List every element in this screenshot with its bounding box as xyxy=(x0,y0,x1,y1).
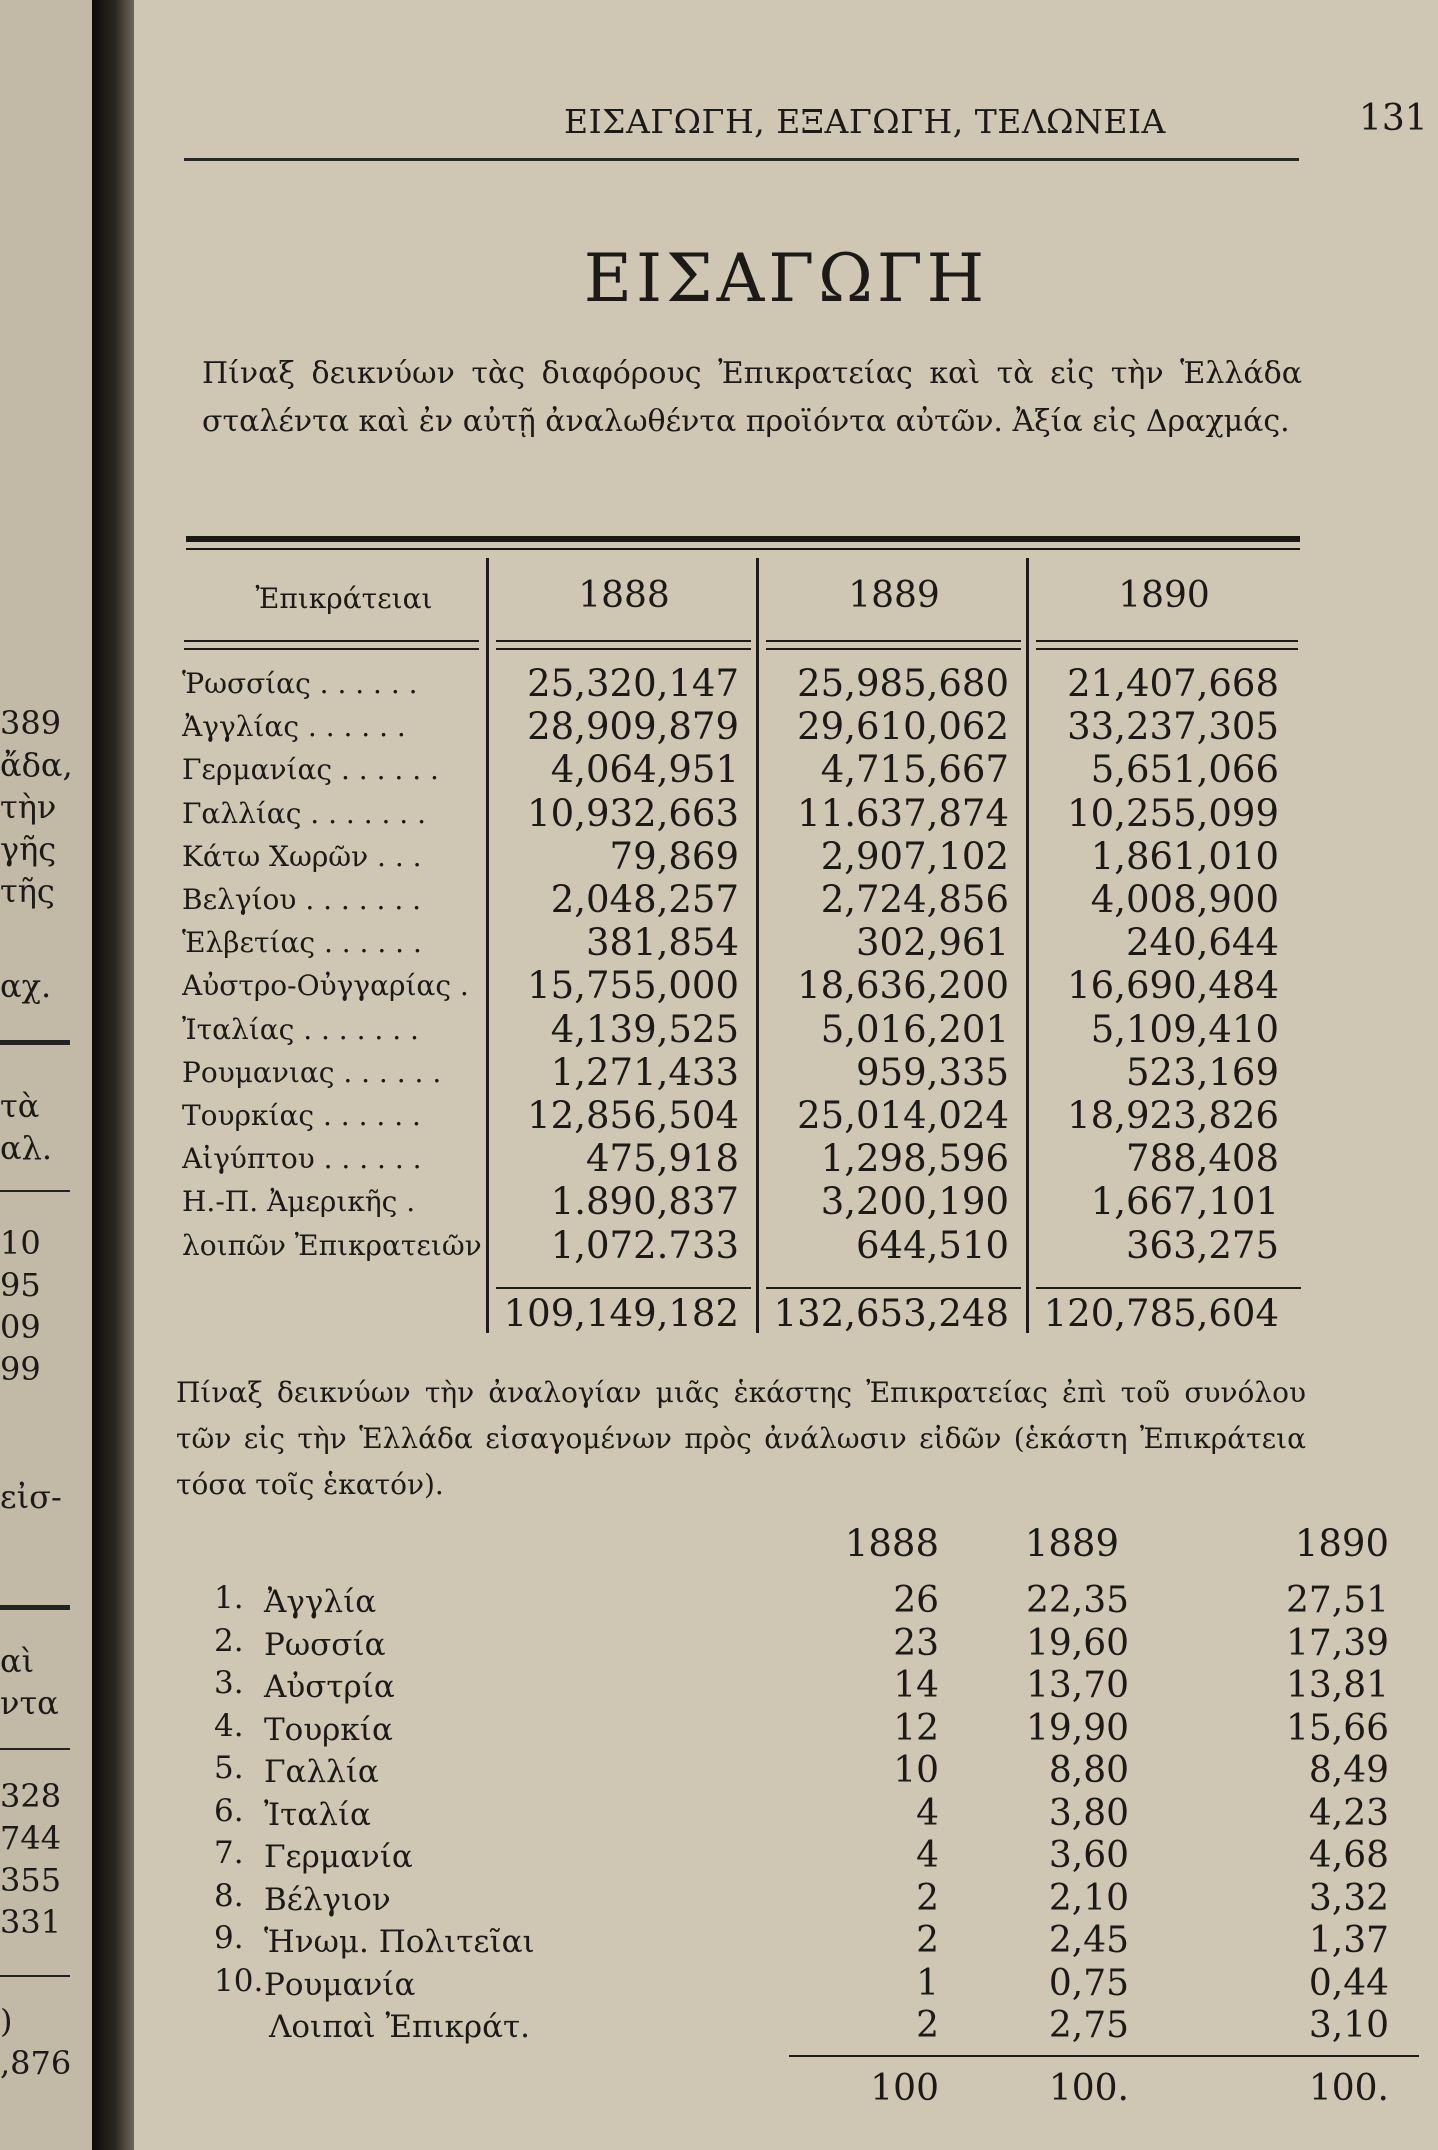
pct-value-1889: 2,75 xyxy=(1048,2005,1129,2046)
pct-value-1890: 17,39 xyxy=(1285,1623,1389,1664)
total-1889: 132,653,248 xyxy=(773,1292,1009,1335)
left-fragment: αὶ xyxy=(0,1642,35,1680)
left-fragment: 328 xyxy=(0,1777,62,1815)
row-country-name: Ῥωσσίας . . . . . . xyxy=(182,667,418,700)
row-value-1890: 1,667,101 xyxy=(1090,1180,1279,1223)
row-value-1889: 25,985,680 xyxy=(797,662,1009,705)
left-page-strip xyxy=(0,0,92,2150)
row-country-name: Η.-Π. Ἀμερικῆς . xyxy=(182,1185,416,1218)
row-country-name: Γερμανίας . . . . . . xyxy=(182,753,439,786)
row-value-1890: 5,651,066 xyxy=(1090,748,1279,791)
table-top-rule xyxy=(186,536,1300,542)
left-fragment: 389 xyxy=(0,704,62,742)
row-value-1889: 25,014,024 xyxy=(797,1094,1009,1137)
row-value-1888: 10,932,663 xyxy=(527,792,739,835)
row-value-1890: 1,861,010 xyxy=(1090,835,1279,878)
pct-row-rank: 9. xyxy=(214,1920,244,1956)
pct-value-1890: 4,23 xyxy=(1308,1793,1389,1834)
row-value-1890: 18,923,826 xyxy=(1067,1094,1279,1137)
row-value-1888: 2,048,257 xyxy=(550,878,739,921)
pct-value-1889: 22,35 xyxy=(1025,1580,1129,1621)
row-value-1888: 1,072.733 xyxy=(550,1224,739,1267)
row-value-1888: 4,064,951 xyxy=(550,748,739,791)
left-fragment: γῆς xyxy=(0,830,57,868)
row-country-name: Γαλλίας . . . . . . . xyxy=(182,797,427,830)
row-value-1889: 644,510 xyxy=(855,1224,1009,1267)
row-value-1889: 29,610,062 xyxy=(797,705,1009,748)
pct-total-1890: 100. xyxy=(1308,2068,1389,2109)
pct-value-1890: 15,66 xyxy=(1285,1708,1389,1749)
row-country-name: λοιπῶν Ἐπικρατειῶν xyxy=(182,1229,482,1262)
pct-value-1888: 14 xyxy=(893,1665,939,1706)
intro-paragraph: Πίναξ δεικνύων τὰς διαφόρους Ἐπικρατείας καὶ τὰ εἰς τὴν Ἑλλάδα σταλέντα καὶ ἐν αὐτῇ ἀναλωθέντα προϊόντα αὐτῶν. Ἀξία εἰς Δραχμάς. xyxy=(202,356,1302,439)
pct-row-country: Τουρκία xyxy=(264,1712,393,1748)
row-value-1890: 10,255,099 xyxy=(1067,792,1279,835)
pct-value-1888: 1 xyxy=(916,1963,939,2004)
pct-row-country: Ἀγγλία xyxy=(264,1584,377,1620)
left-fragment: τὰ xyxy=(0,1087,40,1125)
row-value-1888: 381,854 xyxy=(585,921,739,964)
pct-value-1888: 2 xyxy=(916,1878,939,1919)
row-value-1889: 3,200,190 xyxy=(820,1180,1009,1223)
row-value-1888: 1.890,837 xyxy=(550,1180,739,1223)
pct-value-1889: 3,80 xyxy=(1048,1793,1129,1834)
row-value-1888: 28,909,879 xyxy=(527,705,739,748)
column-header-year: 1889 xyxy=(848,575,940,616)
left-fragment: 10 xyxy=(0,1224,41,1262)
book-gutter xyxy=(92,0,134,2150)
row-value-1888: 1,271,433 xyxy=(550,1051,739,1094)
pct-row-country: Βέλγιον xyxy=(264,1882,391,1918)
row-value-1888: 15,755,000 xyxy=(527,964,739,1007)
pct-row-rank: 3. xyxy=(214,1665,244,1701)
left-rule xyxy=(0,1748,70,1750)
left-fragment: ἄδα, xyxy=(0,746,73,784)
row-country-name: Ἀγγλίας . . . . . . xyxy=(182,710,406,743)
column-divider xyxy=(1026,558,1029,1333)
pct-row-rank: 10. xyxy=(214,1963,264,1999)
left-rule xyxy=(0,1605,70,1610)
left-fragment: 355 xyxy=(0,1861,62,1899)
pct-value-1889: 3,60 xyxy=(1048,1835,1129,1876)
pct-row-rank: 5. xyxy=(214,1750,244,1786)
pct-value-1889: 8,80 xyxy=(1048,1750,1129,1791)
row-country-name: Ἑλβετίας . . . . . . xyxy=(182,926,422,959)
row-value-1890: 16,690,484 xyxy=(1067,964,1279,1007)
row-value-1889: 4,715,667 xyxy=(820,748,1009,791)
left-fragment: 09 xyxy=(0,1308,41,1346)
row-value-1888: 79,869 xyxy=(609,835,739,878)
row-value-1889: 2,907,102 xyxy=(820,835,1009,878)
row-value-1889: 2,724,856 xyxy=(820,878,1009,921)
pct-row-country: Αὐστρία xyxy=(264,1669,395,1705)
row-country-name: Αὐστρο-Οὐγγαρίας . xyxy=(182,969,469,1002)
left-fragment: ) xyxy=(0,2002,13,2040)
header-double-rule xyxy=(1036,640,1298,650)
pct-value-1888: 26 xyxy=(893,1580,939,1621)
page-title: ΕΙΣΑΓΩΓΗ xyxy=(583,240,989,317)
pct-value-1888: 10 xyxy=(893,1750,939,1791)
pct-value-1888: 4 xyxy=(916,1793,939,1834)
row-country-name: Βελγίου . . . . . . . xyxy=(182,883,422,916)
book-page xyxy=(134,0,1438,2150)
row-country-name: Ρουμανιας . . . . . . xyxy=(182,1056,442,1089)
sum-rule xyxy=(496,1287,751,1289)
header-rule xyxy=(184,158,1299,161)
pct-value-1890: 13,81 xyxy=(1285,1665,1389,1706)
pct-row-country: Γαλλία xyxy=(264,1754,379,1790)
sum-rule xyxy=(766,1287,1021,1289)
pct-value-1890: 8,49 xyxy=(1308,1750,1389,1791)
pct-value-1889: 0,75 xyxy=(1048,1963,1129,2004)
pct-value-1888: 23 xyxy=(893,1623,939,1664)
pct-row-rank: 7. xyxy=(214,1835,244,1871)
pct-value-1889: 2,10 xyxy=(1048,1878,1129,1919)
left-fragment: 99 xyxy=(0,1350,41,1388)
pct-sum-rule xyxy=(789,2055,1419,2057)
header-double-rule xyxy=(184,640,479,650)
row-value-1890: 33,237,305 xyxy=(1067,705,1279,748)
pct-value-1889: 19,60 xyxy=(1025,1623,1129,1664)
left-fragment: τὴν xyxy=(0,788,57,826)
column-divider xyxy=(756,558,759,1333)
pct-row-country: Ἰταλία xyxy=(264,1797,371,1833)
pct-row-rank: 2. xyxy=(214,1623,244,1659)
total-1888: 109,149,182 xyxy=(503,1292,739,1335)
pct-value-1890: 3,10 xyxy=(1308,2005,1389,2046)
left-fragment: αχ. xyxy=(0,967,52,1005)
pct-row-country: Γερμανία xyxy=(264,1839,413,1875)
row-value-1890: 4,008,900 xyxy=(1090,878,1279,921)
row-value-1888: 12,856,504 xyxy=(527,1094,739,1137)
pct-value-1890: 0,44 xyxy=(1308,1963,1389,2004)
pct-value-1888: 4 xyxy=(916,1835,939,1876)
row-country-name: Τουρκίας . . . . . . xyxy=(182,1099,421,1132)
left-fragment: αλ. xyxy=(0,1129,53,1167)
pct-value-1888: 2 xyxy=(916,2005,939,2046)
row-country-name: Κάτω Χωρῶν . . . xyxy=(182,840,422,873)
left-fragment: 95 xyxy=(0,1266,41,1304)
column-header-label: Ἐπικράτειαι xyxy=(255,582,433,615)
second-intro-paragraph: Πίναξ δεικνύων τὴν ἀναλογίαν μιᾶς ἑκάστης Ἐπικρατείας ἐπὶ τοῦ συνόλου τῶν εἰς τὴν Ἑλλάδα εἰσαγομένων πρὸς ἀνάλωσιν εἰδῶν (ἑκάστη Ἐπικράτεια τόσα τοῖς ἑκατόν). xyxy=(176,1376,1306,1501)
pct-row-rank: 8. xyxy=(214,1878,244,1914)
row-value-1889: 1,298,596 xyxy=(820,1137,1009,1180)
pct-value-1890: 4,68 xyxy=(1308,1835,1389,1876)
pct-value-1890: 3,32 xyxy=(1308,1878,1389,1919)
row-value-1889: 302,961 xyxy=(855,921,1009,964)
row-country-name: Αἰγύπτου . . . . . . xyxy=(182,1142,422,1175)
row-country-name: Ἰταλίας . . . . . . . xyxy=(182,1013,419,1046)
left-rule xyxy=(0,1040,70,1045)
pct-total-1889: 100. xyxy=(1048,2068,1129,2109)
header-double-rule xyxy=(766,640,1021,650)
row-value-1889: 5,016,201 xyxy=(820,1008,1009,1051)
left-fragment: 331 xyxy=(0,1903,62,1941)
left-fragment: 744 xyxy=(0,1819,62,1857)
row-value-1890: 523,169 xyxy=(1125,1051,1279,1094)
left-rule xyxy=(0,1190,70,1192)
pct-value-1889: 19,90 xyxy=(1025,1708,1129,1749)
running-head: ΕΙΣΑΓΩΓΗ, ΕΞΑΓΩΓΗ, ΤΕΛΩΝΕΙΑ xyxy=(564,102,1166,141)
column-header-year: 1888 xyxy=(578,575,670,616)
row-value-1890: 240,644 xyxy=(1125,921,1279,964)
row-value-1888: 25,320,147 xyxy=(527,662,739,705)
pct-value-1888: 12 xyxy=(893,1708,939,1749)
row-value-1889: 11.637,874 xyxy=(797,792,1009,835)
pct-row-country: Λοιπαὶ Ἐπικράτ. xyxy=(269,2009,531,2045)
pct-row-country: Ρωσσία xyxy=(264,1627,386,1663)
row-value-1890: 363,275 xyxy=(1125,1224,1279,1267)
pct-value-1889: 2,45 xyxy=(1048,1920,1129,1961)
sum-rule xyxy=(1036,1287,1301,1289)
pct-row-rank: 6. xyxy=(214,1793,244,1829)
pct-row-rank: 4. xyxy=(214,1708,244,1744)
table-top-rule-thin xyxy=(186,548,1300,550)
total-1890: 120,785,604 xyxy=(1043,1292,1279,1335)
pct-value-1889: 13,70 xyxy=(1025,1665,1129,1706)
header-double-rule xyxy=(496,640,751,650)
pct-value-1890: 1,37 xyxy=(1308,1920,1389,1961)
row-value-1888: 4,139,525 xyxy=(550,1008,739,1051)
pct-total-1888: 100 xyxy=(870,2068,939,2109)
left-fragment: ,876 xyxy=(0,2044,72,2082)
left-rule xyxy=(0,1975,70,1977)
left-fragment: τῆς xyxy=(0,872,55,910)
row-value-1889: 959,335 xyxy=(855,1051,1009,1094)
row-value-1890: 5,109,410 xyxy=(1090,1008,1279,1051)
column-header-year: 1890 xyxy=(1118,575,1210,616)
pct-column-header: 1890 xyxy=(1294,1522,1389,1565)
row-value-1889: 18,636,200 xyxy=(797,964,1009,1007)
left-fragment: ντα xyxy=(0,1684,59,1722)
pct-column-header: 1888 xyxy=(844,1522,939,1565)
left-fragment: εἰσ- xyxy=(0,1478,62,1516)
pct-row-country: Ρουμανία xyxy=(264,1967,416,2003)
pct-row-rank: 1. xyxy=(214,1580,244,1616)
page-number: 131 xyxy=(1359,98,1428,139)
row-value-1888: 475,918 xyxy=(585,1137,739,1180)
pct-value-1890: 27,51 xyxy=(1285,1580,1389,1621)
row-value-1890: 788,408 xyxy=(1125,1137,1279,1180)
pct-row-country: Ἡνωμ. Πολιτεῖαι xyxy=(264,1924,535,1960)
pct-value-1888: 2 xyxy=(916,1920,939,1961)
row-value-1890: 21,407,668 xyxy=(1067,662,1279,705)
pct-column-header: 1889 xyxy=(1024,1522,1119,1565)
